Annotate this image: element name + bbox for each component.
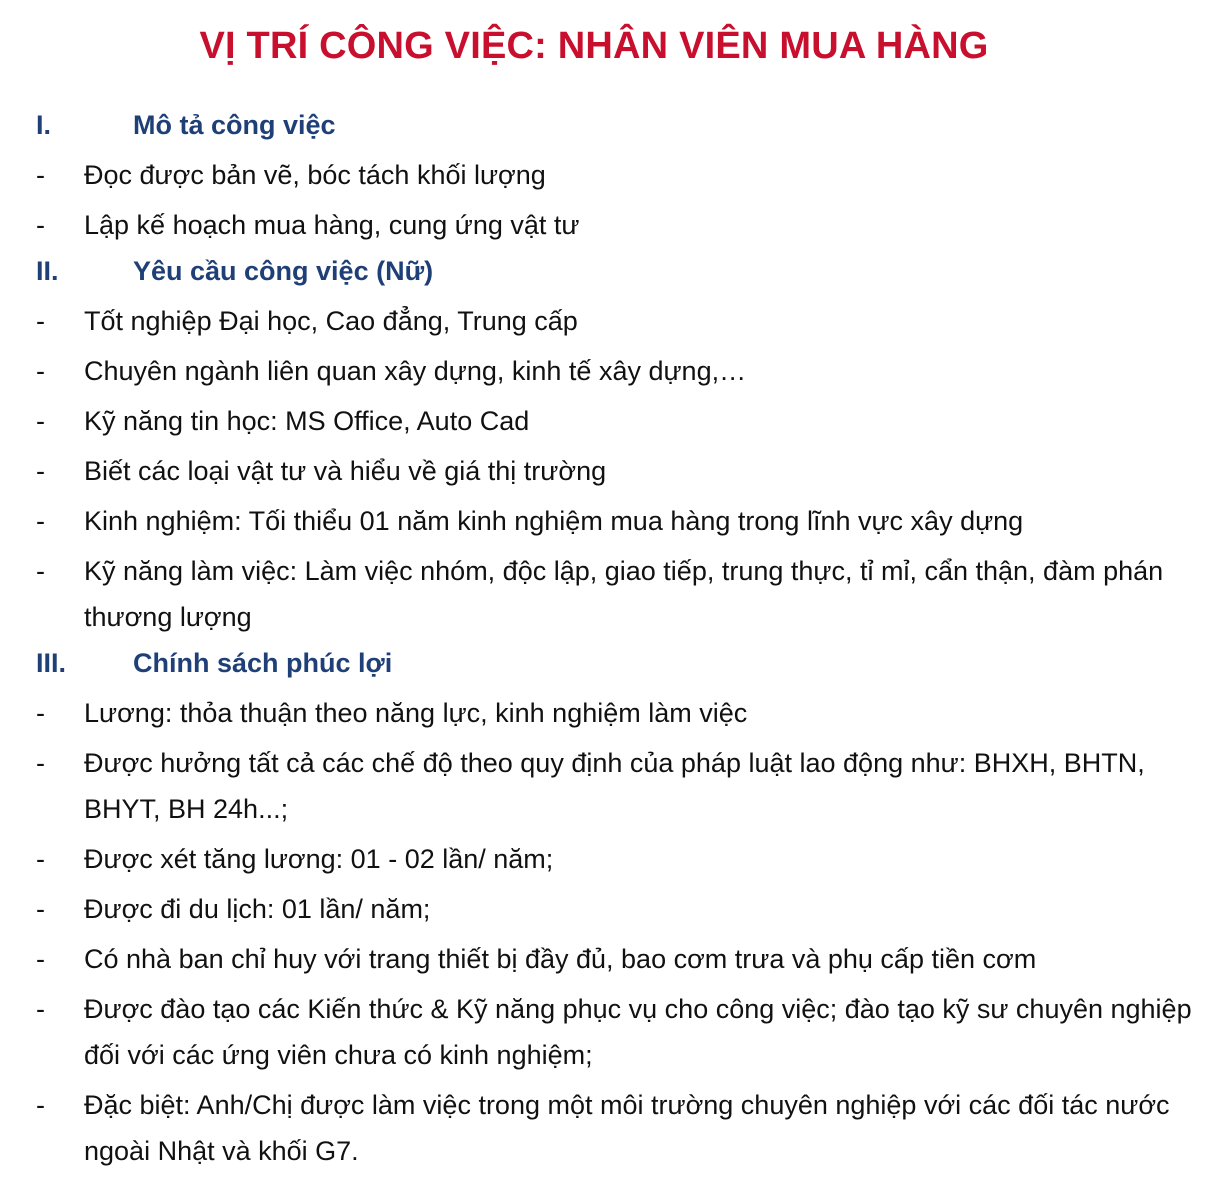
bullet-dash: - xyxy=(36,994,45,1024)
list-item-text: Lập kế hoạch mua hàng, cung ứng vật tư xyxy=(84,210,580,240)
list-item-text: Đặc biệt: Anh/Chị được làm việc trong một môi trường chuyên nghiệp với các đối tác nước ngoài Nhật và khối G7. xyxy=(84,1090,1170,1166)
section-title: Mô tả công việc xyxy=(133,110,336,140)
bullet-dash: - xyxy=(36,556,45,586)
bullet-dash: - xyxy=(36,356,45,386)
bullet-dash: - xyxy=(36,1090,45,1120)
list-item xyxy=(0,740,1218,832)
list-item xyxy=(0,1082,1218,1174)
bullet-dash: - xyxy=(36,748,45,778)
list-item-text: Đọc được bản vẽ, bóc tách khối lượng xyxy=(84,160,546,190)
section-heading-job-description xyxy=(0,106,1218,144)
bullet-dash: - xyxy=(36,894,45,924)
bullet-dash: - xyxy=(36,210,45,240)
section-number: II. xyxy=(36,256,59,286)
bullet-dash: - xyxy=(36,456,45,486)
list-item xyxy=(0,202,1218,248)
page-title: VỊ TRÍ CÔNG VIỆC: NHÂN VIÊN MUA HÀNG xyxy=(199,25,989,67)
list-item-text: Lương: thỏa thuận theo năng lực, kinh nghiệm làm việc xyxy=(84,698,748,728)
section-number: I. xyxy=(36,110,52,140)
list-item-text: Được xét tăng lương: 01 - 02 lần/ năm; xyxy=(84,844,554,874)
list-item xyxy=(0,398,1218,444)
section-title: Chính sách phúc lợi xyxy=(133,648,393,678)
list-item xyxy=(0,498,1218,544)
list-item-text: Biết các loại vật tư và hiểu về giá thị trường xyxy=(84,456,607,486)
bullet-dash: - xyxy=(36,698,45,728)
list-item-text: Được hưởng tất cả các chế độ theo quy định của pháp luật lao động như: BHXH, BHTN, BHYT, BH 24h...; xyxy=(84,748,1145,824)
list-item xyxy=(0,886,1218,932)
list-item-text: Có nhà ban chỉ huy với trang thiết bị đầy đủ, bao cơm trưa và phụ cấp tiền cơm xyxy=(84,944,1037,974)
bullet-dash: - xyxy=(36,160,45,190)
bullet-dash: - xyxy=(36,844,45,874)
list-item-text: Được đi du lịch: 01 lần/ năm; xyxy=(84,894,431,924)
list-item xyxy=(0,986,1218,1078)
bullet-dash: - xyxy=(36,406,45,436)
list-item xyxy=(0,690,1218,736)
list-item xyxy=(0,152,1218,198)
list-item xyxy=(0,298,1218,344)
list-item xyxy=(0,836,1218,882)
bullet-dash: - xyxy=(36,506,45,536)
bullet-dash: - xyxy=(36,306,45,336)
section-number: III. xyxy=(36,648,67,678)
section-heading-job-requirements xyxy=(0,252,1218,290)
list-item-text: Kỹ năng làm việc: Làm việc nhóm, độc lập, giao tiếp, trung thực, tỉ mỉ, cẩn thận, đàm phán thương lượng xyxy=(84,556,1164,632)
section-heading-benefits xyxy=(0,644,1218,682)
list-item xyxy=(0,348,1218,394)
list-item xyxy=(0,936,1218,982)
list-item-text: Tốt nghiệp Đại học, Cao đẳng, Trung cấp xyxy=(84,306,578,336)
list-item-text: Kinh nghiệm: Tối thiểu 01 năm kinh nghiệm mua hàng trong lĩnh vực xây dựng xyxy=(84,506,1024,536)
section-title: Yêu cầu công việc (Nữ) xyxy=(133,256,434,286)
list-item xyxy=(0,548,1218,640)
list-item-text: Kỹ năng tin học: MS Office, Auto Cad xyxy=(84,406,530,436)
list-item xyxy=(0,448,1218,494)
list-item-text: Chuyên ngành liên quan xây dựng, kinh tế xây dựng,… xyxy=(84,356,747,386)
list-item-text: Được đào tạo các Kiến thức & Kỹ năng phục vụ cho công việc; đào tạo kỹ sư chuyên nghiệp đối với các ứng viên chưa có kinh nghiệm; xyxy=(84,994,1192,1070)
bullet-dash: - xyxy=(36,944,45,974)
